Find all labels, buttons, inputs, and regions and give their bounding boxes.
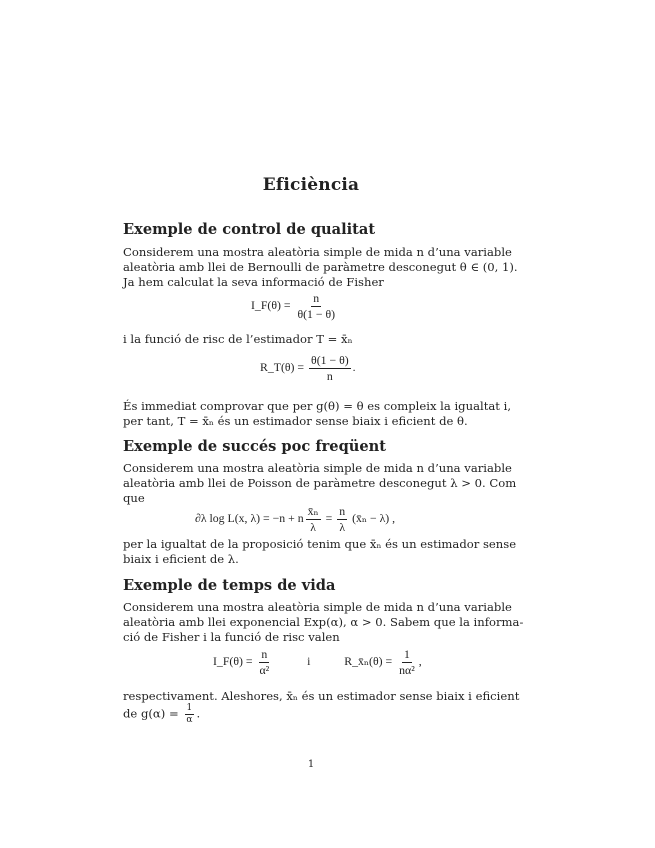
section2-paragraph2 — [123, 537, 517, 567]
text-line: aleatòria amb llei de Bernoulli de paràmetre desconegut θ ∈ (0, 1). — [123, 260, 518, 274]
text-line: per tant, T = x̄ₙ és un estimador sense biaix i eficient de θ. — [123, 414, 468, 428]
fraction — [397, 648, 417, 677]
equation-poisson-score — [195, 505, 395, 534]
fraction — [295, 292, 337, 321]
equation-lhs: ∂λ log L(x, λ) = −n + n — [195, 511, 304, 526]
section-heading-quality-control: Exemple de control de qualitat — [123, 221, 376, 238]
text-line: Considerem una mostra aleatòria simple de mida n d’una variable — [123, 461, 512, 475]
fraction-numerator: 1 — [403, 647, 410, 661]
section1-paragraph3 — [123, 399, 511, 429]
text-line: Ja hem calculat la seva informació de Fisher — [123, 275, 384, 289]
fraction — [184, 704, 194, 725]
equation-lhs: I_F(θ) = — [213, 654, 253, 669]
fraction-numerator: x̄ₙ — [307, 504, 319, 518]
section-heading-lifetime: Exemple de temps de vida — [123, 577, 336, 594]
section3-paragraph2 — [123, 689, 520, 725]
equation-lhs: I_F(θ) = — [251, 298, 291, 313]
text-line: aleatòria amb llei de Poisson de paràmetre desconegut λ > 0. Com — [123, 476, 517, 490]
section2-paragraph1 — [123, 461, 517, 506]
fraction-numerator: n — [313, 291, 320, 305]
text-line — [123, 704, 499, 725]
fraction-denominator: λ — [339, 520, 346, 534]
text-line: aleatòria amb llei exponencial Exp(α), α > 0. Sabem que la informa- — [123, 615, 524, 629]
text-line: És immediat comprovar que per g(θ) = θ es compleix la igualtat i, — [123, 399, 511, 413]
fraction-numerator: n — [339, 504, 346, 518]
fraction — [257, 648, 271, 677]
text-line: Considerem una mostra aleatòria simple de mida n d’una variable — [123, 245, 512, 259]
fraction-numerator: θ(1 − θ) — [311, 353, 349, 367]
equation-tail: , — [418, 654, 422, 669]
equation-equals: = — [325, 511, 333, 526]
fraction-numerator: n — [261, 647, 268, 661]
fraction — [309, 354, 351, 383]
fraction-numerator: 1 — [186, 703, 193, 713]
section-heading-rare-event: Exemple de succés poc freqüent — [123, 438, 387, 455]
fraction-denominator: n — [326, 369, 333, 383]
section3-paragraph1 — [123, 600, 524, 645]
page-number: 1 — [307, 759, 315, 770]
equation-fisher-information — [251, 292, 339, 321]
equation-tail: (x̄ₙ − λ) , — [352, 511, 396, 526]
equation-exponential-fisher-risk — [213, 648, 422, 677]
text-line: respectivament. Aleshores, x̄ₙ és un estimador sense biaix i eficient — [123, 689, 520, 703]
equation-risk-function — [260, 354, 356, 383]
section1-paragraph2 — [123, 332, 499, 347]
fraction-denominator: nα² — [399, 663, 415, 677]
text-line: per la igualtat de la proposició tenim que x̄ₙ és un estimador sense — [123, 537, 517, 551]
equation-tail: . — [352, 360, 356, 375]
text-line: biaix i eficient de λ. — [123, 552, 239, 566]
equation-conjunction: i — [307, 654, 311, 669]
page-title: Eficiència — [262, 175, 360, 195]
equation-risk-lhs: R_x̄ₙ(θ) = — [344, 654, 393, 669]
fraction-denominator: θ(1 − θ) — [297, 307, 336, 321]
text-line: i la funció de risc de l’estimador T = x̄ₙ — [123, 332, 353, 346]
section1-paragraph1 — [123, 245, 518, 290]
text-line-tail: . — [196, 706, 201, 721]
fraction — [306, 505, 321, 534]
text-line: que — [123, 491, 145, 505]
fraction — [337, 505, 347, 534]
text-line: Considerem una mostra aleatòria simple de mida n d’una variable — [123, 600, 512, 614]
text-line: ció de Fisher i la funció de risc valen — [123, 630, 340, 644]
fraction-denominator: λ — [310, 520, 317, 534]
equation-lhs: R_T(θ) = — [260, 360, 305, 375]
text-line-prefix: de g(α) = — [123, 706, 179, 721]
fraction-denominator: α² — [259, 663, 270, 677]
fraction-denominator: α — [186, 715, 193, 725]
